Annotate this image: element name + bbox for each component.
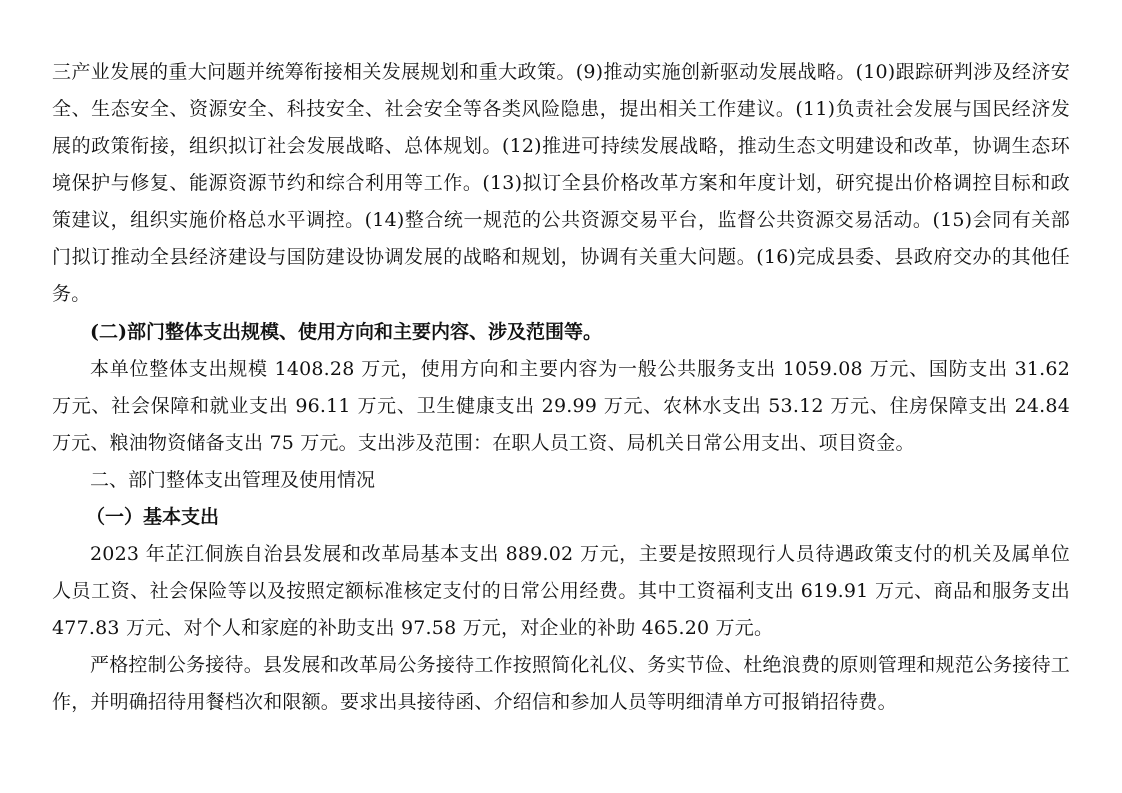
basic-expenditure-heading: （一）基本支出 bbox=[86, 506, 220, 528]
expenditure-scope-heading: (二)部门整体支出规模、使用方向和主要内容、涉及范围等。 bbox=[90, 321, 602, 343]
section-two-heading: 二、部门整体支出管理及使用情况 bbox=[90, 469, 376, 491]
basic-expenditure-paragraph: 2023 年芷江侗族自治县发展和改革局基本支出 889.02 万元，主要是按照现行人员待遇政策支付的机关及属单位人员工资、社会保险等以及按照定额标准核定支付的日常公用经费。其中工资福利支出 619.91 万元、商品和服务支出 477.83 万元、对个人和家庭的补助支出 97.58 万元，对企业的补助 465.20 万元。 bbox=[52, 543, 1070, 639]
reception-control-paragraph: 严格控制公务接待。县发展和改革局公务接待工作按照简化礼仪、务实节俭、杜绝浪费的原则管理和规范公务接待工作，并明确招待用餐档次和限额。要求出具接待函、介绍信和参加人员等明细清单方可报销招待费。 bbox=[52, 654, 1070, 713]
duties-continuation-paragraph: 三产业发展的重大问题并统筹衔接相关发展规划和重大政策。(9)推动实施创新驱动发展战略。(10)跟踪研判涉及经济安全、生态安全、资源安全、科技安全、社会安全等各类风险隐患，提出相关工作建议。(11)负责社会发展与国民经济发展的政策衔接，组织拟订社会发展战略、总体规划。(12)推进可持续发展战略，推动生态文明建设和改革，协调生态环境保护与修复、能源资源节约和综合利用等工作。(13)拟订全县价格改革方案和年度计划，研究提出价格调控目标和政策建议，组织实施价格总水平调控。(14)整合统一规范的公共资源交易平台，监督公共资源交易活动。(15)会同有关部门拟订推动全县经济建设与国防建设协调发展的战略和规划，协调有关重大问题。(16)完成县委、县政府交办的其他任务。 bbox=[52, 61, 1070, 305]
expenditure-scope-paragraph: 本单位整体支出规模 1408.28 万元，使用方向和主要内容为一般公共服务支出 1059.08 万元、国防支出 31.62 万元、社会保障和就业支出 96.11 万元、卫生健康支出 29.99 万元、农林水支出 53.12 万元、住房保障支出 24.84 万元、粮油物资储备支出 75 万元。支出涉及范围：在职人员工资、局机关日常公用支出、项目资金。 bbox=[52, 358, 1070, 454]
